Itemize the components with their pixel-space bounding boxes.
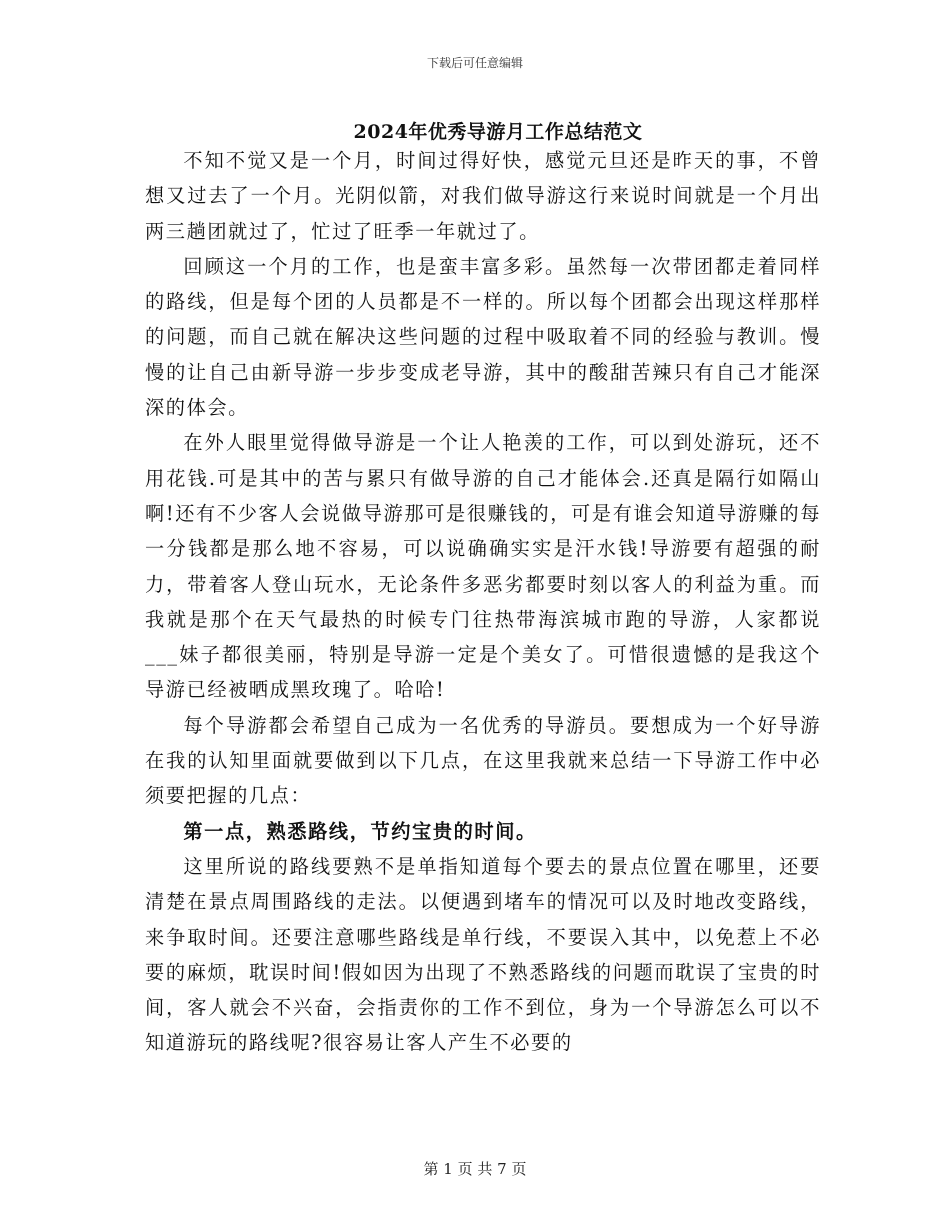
section-heading-point-one: 第一点，熟悉路线，节约宝贵的时间。	[183, 819, 537, 843]
document-body	[145, 143, 821, 1061]
header-note: 下载后可任意编辑	[426, 56, 523, 70]
page-footer: 第 1 页 共 7 页	[423, 1160, 527, 1178]
paragraph-route-knowledge: 这里所说的路线要熟不是单指知道每个要去的景点位置在哪里，还要清楚在景点周围路线的走法。以便遇到堵车的情况可以及时地改变路线，来争取时间。还要注意哪些路线是单行线，不要误入其中，以免惹上不必要的麻烦，耽误时间!假如因为出现了不熟悉路线的问题而耽误了宝贵的时间，客人就会不兴奋，会指责你的工作不到位，身为一个导游怎么可以不知道游玩的路线呢?很容易让客人产生不必要的	[145, 854, 821, 1055]
paragraph-intro: 不知不觉又是一个月，时间过得好快，感觉元旦还是昨天的事，不曾想又过去了一个月。光阴似箭，对我们做导游这行来说时间就是一个月出两三趟团就过了，忙过了旺季一年就过了。	[145, 149, 821, 243]
paragraph-review: 回顾这一个月的工作，也是蛮丰富多彩。虽然每一次带团都走着同样的路线，但是每个团的人员都是不一样的。所以每个团都会出现这样那样的问题，而自己就在解决这些问题的过程中吸取着不同的经验与教训。慢慢的让自己由新导游一步步变成老导游，其中的酸甜苦辣只有自己才能深深的体会。	[145, 254, 821, 420]
paragraph-summary-intro: 每个导游都会希望自己成为一名优秀的导游员。要想成为一个好导游在我的认知里面就要做到以下几点，在这里我就来总结一下导游工作中必须要把握的几点：	[145, 713, 821, 808]
paragraph-outsider-view: 在外人眼里觉得做导游是一个让人艳羡的工作，可以到处游玩，还不用花钱.可是其中的苦与累只有做导游的自己才能体会.还真是隔行如隔山啊!还有不少客人会说做导游那可是很赚钱的，可是有谁会知道导游赚的每一分钱都是那么地不容易，可以说确确实实是汗水钱!导游要有超强的耐力，带着客人登山玩水，无论条件多恶劣都要时刻以客人的利益为重。而我就是那个在天气最热的时候专门往热带海滨城市跑的导游，人家都说___妹子都很美丽，特别是导游一定是个美女了。可惜很遗憾的是我这个导游已经被晒成黑玫瑰了。哈哈!	[145, 431, 821, 702]
document-title: 2024年优秀导游月工作总结范文	[353, 121, 643, 143]
